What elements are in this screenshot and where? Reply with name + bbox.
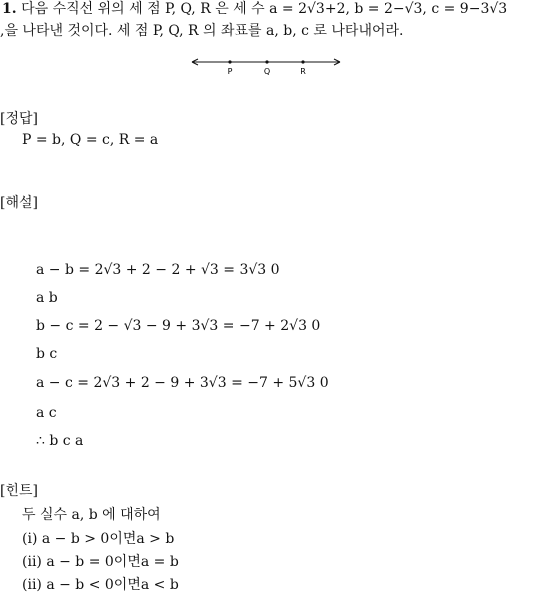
solution-heading: [해설] — [0, 195, 38, 211]
solution-line-5: a − c = 2√3 + 2 − 9 + 3√3 = −7 + 5√3 0 — [36, 375, 329, 391]
number-line-diagram — [188, 52, 344, 78]
answer-heading: [정답] — [0, 111, 38, 127]
question-number: 1. — [2, 1, 17, 17]
hint-item-2: (ii) a − b = 0이면a = b — [22, 554, 179, 570]
answer-text: P = b, Q = c, R = a — [22, 132, 159, 148]
hint-item-3: (ii) a − b < 0이면a < b — [22, 577, 179, 593]
solution-line-6: a c — [36, 405, 57, 421]
point-r-label: R — [300, 67, 306, 76]
solution-line-2: a b — [36, 290, 58, 306]
point-q-dot — [265, 60, 268, 63]
question-line-1 — [2, 0, 507, 18]
solution-line-4: b c — [36, 346, 58, 362]
hint-heading: [힌트] — [0, 483, 38, 499]
solution-line-7: ∴ b c a — [36, 433, 84, 449]
question-text-1: 다음 수직선 위의 세 점 P, Q, R 은 세 수 a = 2√3+2, b = 2−√3, c = 9−3√3 — [21, 1, 508, 17]
point-p-label: P — [227, 67, 233, 76]
solution-line-3: b − c = 2 − √3 − 9 + 3√3 = −7 + 2√3 0 — [36, 318, 321, 334]
question-line-2: ,을 나타낸 것이다. 세 점 P, Q, R 의 좌표를 a, b, c 로 나타내어라. — [0, 23, 404, 39]
point-p-dot — [228, 60, 231, 63]
point-q-label: Q — [263, 67, 271, 76]
hint-intro: 두 실수 a, b 에 대하여 — [22, 507, 161, 523]
hint-item-1: (i) a − b > 0이면a > b — [22, 531, 175, 547]
point-r-dot — [301, 60, 304, 63]
solution-line-1: a − b = 2√3 + 2 − 2 + √3 = 3√3 0 — [36, 262, 280, 278]
